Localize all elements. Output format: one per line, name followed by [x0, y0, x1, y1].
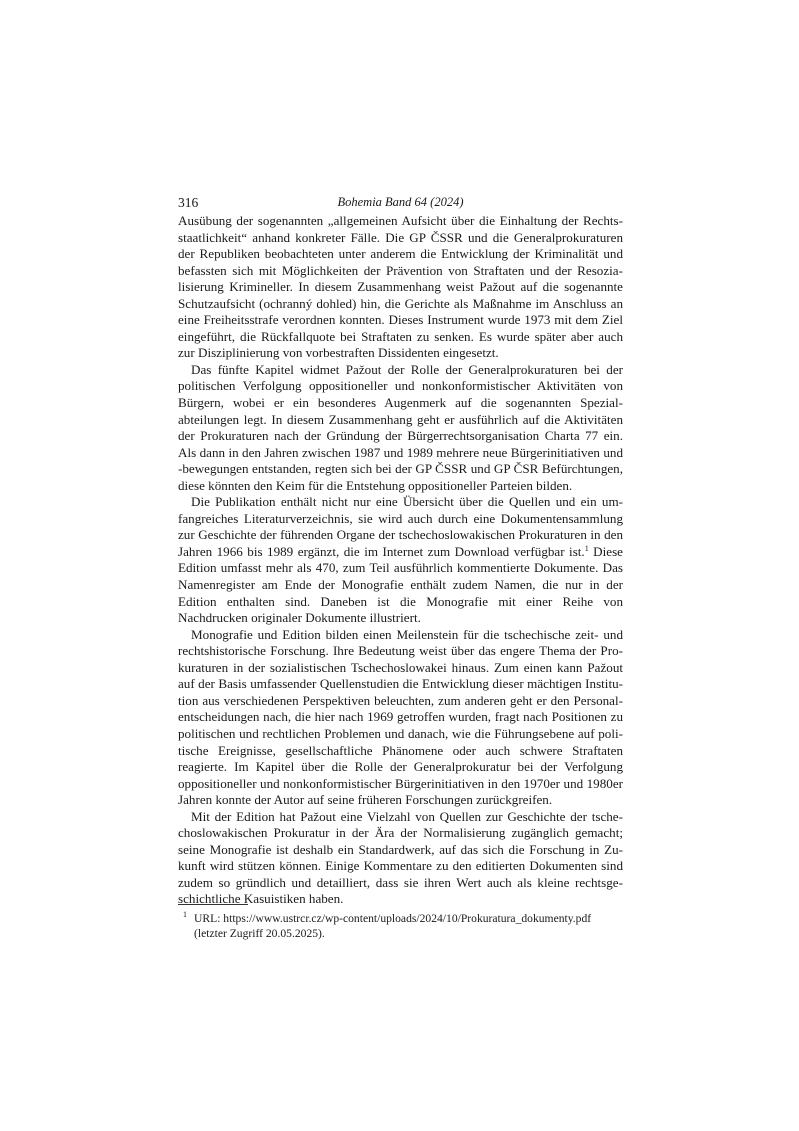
paragraph: Das fünfte Kapitel widmet Pažout der Rolle der Generalprokuraturen bei der politischen Verfolgung oppositioneller und nonkonformistischer Aktivitäten von Bürgern, wobei er ein besonderes Augenmerk auf die sogenannten Spezialabteilungen legt. In diesem Zusammenhang geht er ausführlich auf die Aktivitäten der Prokuraturen nach der Gründung der Bürgerrechtsorganisation Charta 77 ein. Als dann in den Jahren zwischen 1987 und 1989 mehrere neue Bürgerinitiativen und -bewegungen entstanden, regten sich bei der GP ČSSR und GP ČSR Befürchtungen, diese könnten den Keim für die Entstehung oppositioneller Parteien bilden. [178, 361, 623, 493]
footnote [178, 911, 623, 941]
paragraph [178, 494, 623, 626]
running-head: Bohemia Band 64 (2024) [337, 195, 464, 209]
paragraph: Monografie und Edition bilden einen Meilenstein für die tschechische zeit- und rechtshistorische Forschung. Ihre Bedeutung weist über das engere Thema der Prokuraturen in der sozialistischen Tschechoslowakei hinaus. Zum einen kann Pažout auf der Basis umfassender Quellenstudien die Entwicklung dieser mächtigen Institution aus verschiedenen Perspektiven beleuchten, zum anderen geht er den Personalentscheidungen nach, die hier nach 1969 getroffen wurden, fragt nach Positionen zu politischen und rechtlichen Problemen und danach, wie die Führungsebene auf politische Ereignisse, gesellschaftliche Phänomene oder auch schwere Straftaten reagierte. Im Kapitel über die Rolle der Generalprokuratur bei der Verfolgung oppositioneller und nonkonformistischer Bürgerinitiativen in den 1970er und 1980er Jahren konnte der Autor auf seine früheren Forschungen zurückgreifen. [178, 626, 623, 808]
footnote-divider [178, 904, 248, 905]
paragraph-text: Die Publikation enthält nicht nur eine Übersicht über die Quellen und ein umfangreiches Literaturverzeichnis, sie wird auch durch eine Dokumentensammlung zur Geschichte der führenden Organe der tschechoslowakischen Prokuraturen in den Jahren 1966 bis 1989 ergänzt, die im Internet zum Download verfügbar ist. [178, 494, 623, 559]
paragraph: Mit der Edition hat Pažout eine Vielzahl von Quellen zur Geschichte der tschechoslowakischen Prokuratur in der Ära der Normalisierung zugänglich gemacht; seine Monografie ist deshalb ein Standardwerk, auf das sich die Forschung in Zukunft wird stützen können. Einige Kommentare zu den editierten Dokumenten sind zudem so gründlich und detailliert, dass sie ihren Wert auch als kleine rechtsgeschichtliche Kasuistiken haben. [178, 808, 623, 907]
footnote-reference[interactable]: 1 [584, 543, 589, 553]
paragraph: Ausübung der sogenannten „allgemeinen Aufsicht über die Einhaltung der Rechtsstaatlichkeit“ anhand konkreter Fälle. Die GP ČSSR und die Generalprokuraturen der Republiken beobachteten unter anderem die Entwicklung der Kriminalität und befassten sich mit Möglichkeiten der Prävention von Straftaten und der Resozialisierung Krimineller. In diesem Zusammenhang weist Pažout auf die sogenannte Schutzaufsicht (ochranný dohled) hin, die Gerichte als Maßnahme im Anschluss an eine Freiheitsstrafe verordnen konnten. Dieses Instrument wurde 1973 mit dem Ziel eingeführt, die Rückfallquote bei Straftaten zu senken. Es wurde später aber auch zur Disziplinierung von vorbestraften Dissidenten eingesetzt. [178, 213, 623, 361]
page-number: 316 [178, 195, 199, 210]
paragraph-text: Diese Edition umfasst mehr als 470, zum Teil ausführlich kommentierte Dokumente. Das Namenregister am Ende der Monografie enthält zudem Namen, die nur in der Edition enthalten sind. Daneben ist die Monografie mit einer Reihe von Nachdrucken originaler Dokumente illustriert. [178, 543, 623, 626]
footnote-text: URL: https://www.ustrcr.cz/wp-content/uploads/2024/10/Prokuratura_dokumenty.pdf (letzter Zugriff 20.05.2025). [194, 912, 592, 940]
body-text [178, 213, 623, 908]
footnote-number: 1 [183, 910, 187, 919]
